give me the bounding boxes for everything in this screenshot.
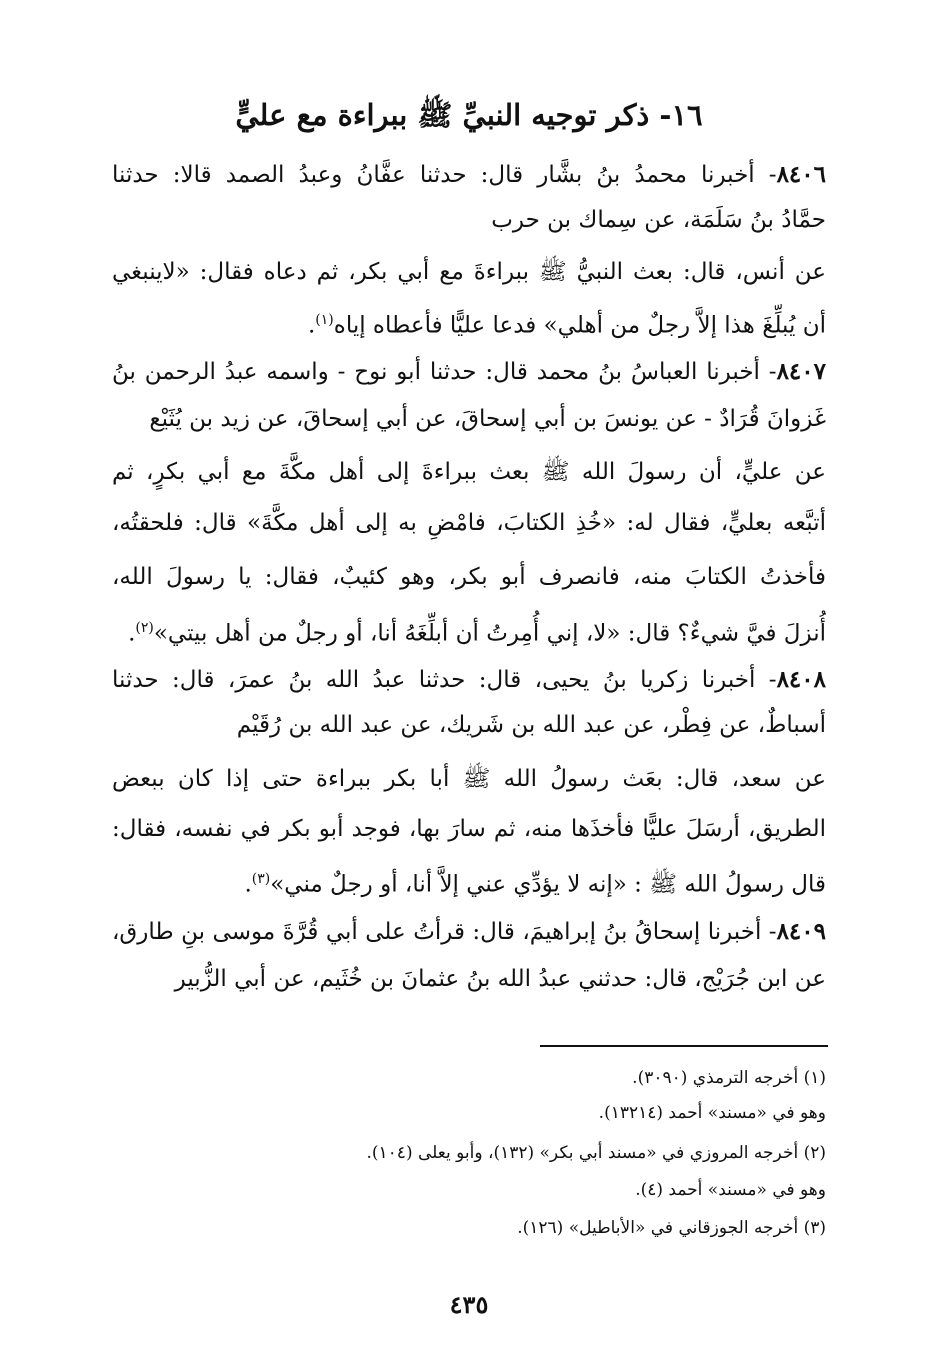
hadith-8407-isnad-line-2: غَزوانَ قُرَادٌ - عن يونسَ بن أبي إسحاقَ، عن أبي إسحاقَ، عن زيد بن يُثَيْع bbox=[149, 406, 826, 432]
hadith-8407-matn-line-3: فأخذتُ الكتابَ منه، فانصرف أبو بكر، وهو كئيبٌ، فقال: يا رسولَ الله، bbox=[112, 564, 826, 590]
hadith-number: ٨٤٠٦ bbox=[776, 161, 826, 188]
hadith-8407-isnad-line-1: ٨٤٠٧- أخبرنا العباسُ بنُ محمد قال: حدثنا أبو نوح - واسمه عبدُ الرحمن بنُ bbox=[112, 358, 826, 385]
hadith-8408-matn-line-1: عن سعد، قال: بعَث رسولُ الله ﷺ أبا بكر ببراءة حتى إذا كان ببعض bbox=[112, 766, 826, 792]
footnote-2-cont: وهو في «مسند» أحمد (٤). bbox=[635, 1180, 826, 1200]
hadith-8408-isnad-line-2: أسباطٌ، عن فِطْر، عن عبد الله بن شَريك، عن عبد الله بن رُقَيْم bbox=[236, 712, 826, 738]
hadith-8406-isnad-line-2: حمَّادُ بنُ سَلَمَة، عن سِماك بن حرب bbox=[491, 207, 826, 233]
footnote-marker: (٣) bbox=[251, 871, 271, 887]
hadith-8409-isnad-line-1: ٨٤٠٩- أخبرنا إسحاقُ بنُ إبراهيمَ، قال: قرأتُ على أبي قُرَّةَ موسى بنِ طارق، bbox=[112, 918, 826, 945]
hadith-8408-matn-line-2: الطريق، أرسَلَ عليًّا فأخذَها منه، ثم سارَ بها، فوجد أبو بكر في نفسه، فقال: bbox=[112, 816, 826, 842]
footnote-1: (١) أخرجه الترمذي (٣٠٩٠). bbox=[632, 1068, 826, 1088]
footnote-2: (٢) أخرجه المروزي في «مسند أبي بكر» (١٣٢)، وأبو يعلى (١٠٤). bbox=[366, 1143, 826, 1163]
hadith-8408-matn-line-3: قال رسولُ الله ﷺ : «إنه لا يؤدِّي عني إلاَّ أنا، أو رجلٌ مني»$^{(٣)}$. bbox=[244, 871, 826, 898]
chapter-title: ١٦- ذكر توجيه النبيِّ ﷺ ببراءة مع عليٍّ bbox=[235, 98, 703, 132]
hadith-8406-matn-line-2: أن يُبلِّغَ هذا إلاَّ رجلٌ من أهلي» فدعا عليًّا فأعطاه إياه$^{(١)}$. bbox=[307, 312, 826, 339]
page-number: ٤٣٥ bbox=[449, 1290, 489, 1319]
hadith-8407-matn-line-2: أتبَّعه بعليٍّ، فقال له: «خُذِ الكتابَ، فامْضِ به إلى أهل مكَّةَ» قال: فلحقتُه، bbox=[112, 510, 826, 536]
hadith-number: ٨٤٠٩ bbox=[776, 918, 826, 945]
hadith-8407-matn-line-1: عن عليٍّ، أن رسولَ الله ﷺ بعث ببراءةَ إلى أهل مكَّةَ مع أبي بكرٍ، ثم bbox=[112, 459, 826, 485]
hadith-8409-isnad-line-2: عن ابن جُرَيْج، قال: حدثني عبدُ الله بنُ عثمانَ بن خُثَيم، عن أبي الزُّبير bbox=[174, 966, 826, 992]
footnote-marker: (٢) bbox=[135, 620, 154, 636]
footnote-1-cont: وهو في «مسند» أحمد (١٣٢١٤). bbox=[598, 1103, 826, 1123]
hadith-8408-isnad-line-1: ٨٤٠٨- أخبرنا زكريا بنُ يحيى، قال: حدثنا عبدُ الله بنُ عمرَ، قال: حدثنا bbox=[112, 666, 826, 693]
hadith-number: ٨٤٠٧ bbox=[776, 358, 826, 385]
hadith-number: ٨٤٠٨ bbox=[776, 666, 826, 693]
footnote-3: (٣) أخرجه الجوزقاني في «الأباطيل» (١٢٦). bbox=[517, 1218, 826, 1238]
footnote-separator bbox=[540, 1045, 828, 1047]
hadith-8406-isnad-line-1: ٨٤٠٦- أخبرنا محمدُ بنُ بشَّار قال: حدثنا عفَّانُ وعبدُ الصمد قالا: حدثنا bbox=[112, 161, 826, 188]
footnote-marker: (١) bbox=[315, 312, 334, 328]
hadith-8407-matn-line-4: أُنزلَ فيَّ شيءٌ؟ قال: «لا، إني أُمِرتُ أن أبلِّغَهُ أنا، أو رجلٌ من أهل بيتي»$^{(٢)}$. bbox=[128, 620, 826, 647]
hadith-8406-matn-line-1: عن أنس، قال: بعث النبيُّ ﷺ ببراءةَ مع أبي بكر، ثم دعاه فقال: «لاينبغي bbox=[112, 259, 826, 285]
